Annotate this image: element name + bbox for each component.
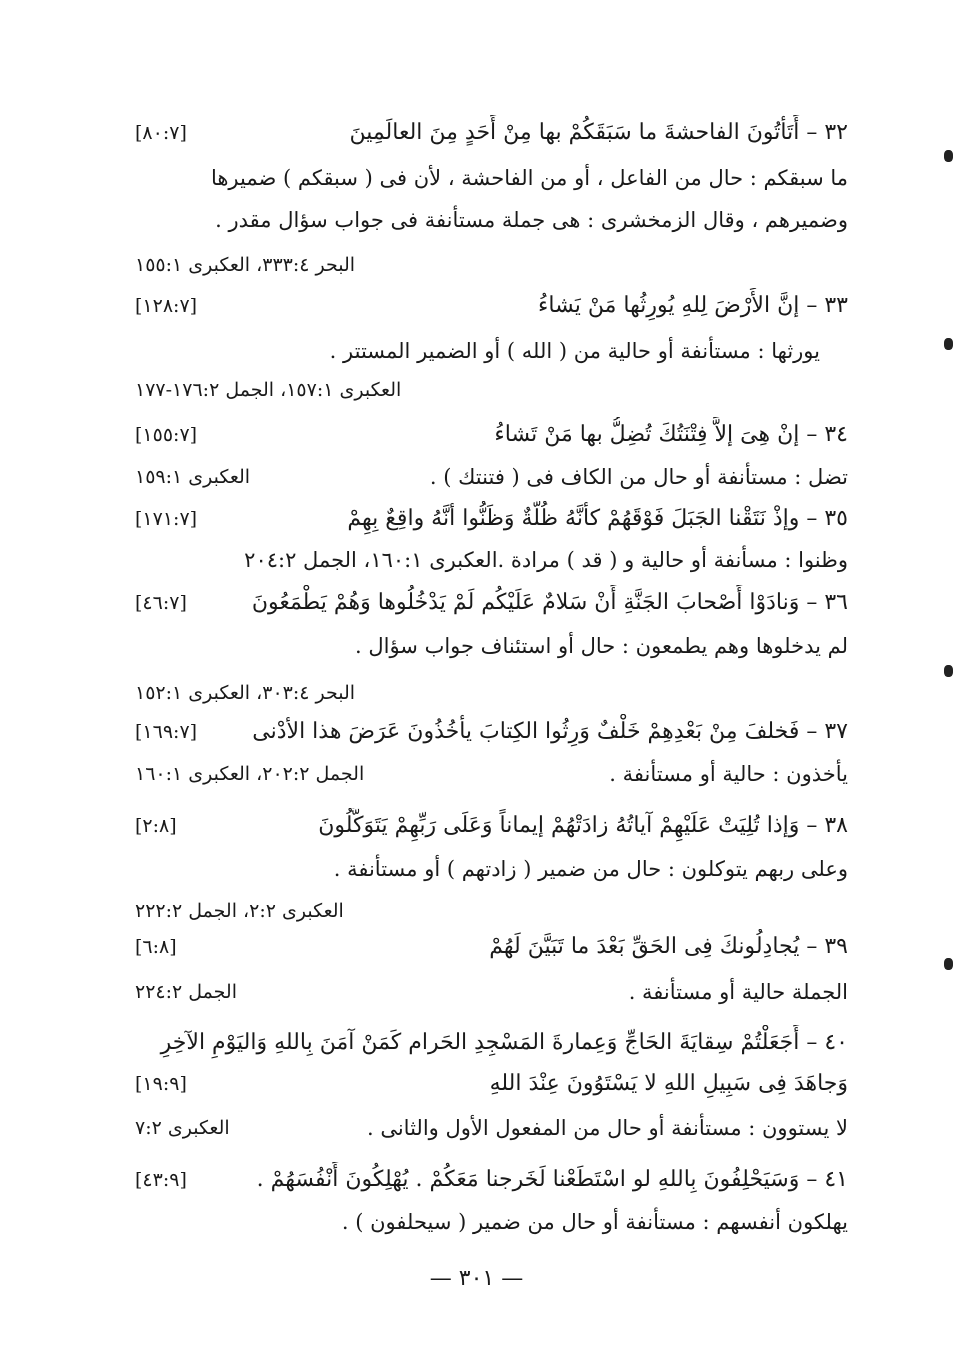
verse-reference: [١٢٨:٧]	[135, 295, 198, 317]
entry-36-verse-line: ٣٦ – وَنادَوْا أَصْحابَ الجَنَّةِ أَنْ سَلامٌ عَلَيْكُم لَمْ يَدْخُلُوها وَهُمْ يَطْمَعُونَ [٤٦:٧]	[135, 585, 848, 621]
source-line: البحر ٣٣٣:٤، العكبرى ١٥٥:١	[135, 254, 356, 276]
scan-margin-mark	[944, 665, 953, 677]
comment-line: لا يستوون : مستأنفة أو حال من المفعول الأول والثانى . العكبرى ٧:٢	[135, 1116, 848, 1140]
scan-margin-mark	[944, 150, 953, 162]
source-line: العكبرى ٢:٢، الجمل ٢٢٢:٢	[135, 900, 344, 922]
comment-line: وظنوا : مسأنفة أو حالية و ( قد ) مرادة .العكبرى ١٦٠:١، الجمل ٢٠٤:٢	[244, 548, 848, 572]
entry-35-verse-line: ٣٥ – وإذْ نَتَقْنا الجَبَلَ فَوْقَهُمْ كأنَّهُ ظُلَّةٌ وَظَنُّوا أنَّهُ واقِعٌ بِهِمْ [١٧١:٧]	[135, 501, 848, 537]
entry-32-verse-line: ٣٢ – أَتَأْتُونَ الفاحشةَ ما سَبَقَكُمْ بها مِنْ أَحَدٍ مِنَ العالَمِينَ [٨٠:٧]	[135, 115, 848, 151]
comment-line: الجملة حالية أو مستأنفة . الجمل ٢٢٤:٢	[135, 980, 848, 1004]
scan-margin-mark	[944, 958, 953, 970]
verse-reference: [٢:٨]	[135, 815, 177, 837]
entry-40-verse-line-2: وَجاهَدَ فِى سَبِيلِ اللهِ لا يَسْتَوُونَ عِنْدَ اللهِ [١٩:٩]	[135, 1066, 848, 1102]
comment-line: وعلى ربهم يتوكلون : حال من ضمير ( زادتهم ) أو مستأنفة .	[333, 857, 848, 881]
verse-reference: [٨٠:٧]	[135, 122, 187, 144]
comment-line: تضل : مستأنفة أو حال من الكاف فى ( فتنتك ) . العكبرى ١٥٩:١	[135, 465, 848, 489]
verse-reference: [٤٣:٩]	[135, 1169, 187, 1191]
verse-reference: [١٩:٩]	[135, 1073, 187, 1095]
comment-line: يورثها : مستأنفة أو حالية من ( الله ) أو الضمير المستتر .	[329, 339, 820, 363]
entry-38-verse-line: ٣٨ – وَإذا تُلِيَتْ عَلَيْهِمْ آياتُهُ زادَتْهُمْ إيماناً وَعَلَى رَبِّهِمْ يَتَوَكَّلُونَ [٢:٨]	[135, 808, 848, 844]
entry-34-verse-line: ٣٤ – إنْ هِىَ إلاَّ فِتْنَتُكَ تُضِلُّ بها مَنْ تَشاءُ [١٥٥:٧]	[135, 417, 848, 453]
scan-margin-mark	[944, 338, 953, 350]
entry-37-verse-line: ٣٧ – فَخلفَ مِنْ بَعْدِهِمْ خَلْفٌ وَرِثُوا الكِتابَ يأْخُذُونَ عَرَضَ هذا الأدْنى [١٦٩:٧]	[135, 714, 848, 750]
comment-line: يأخذون : حالية أو مستأنفة . الجمل ٢٠٢:٢، العكبرى ١٦٠:١	[135, 762, 848, 786]
comment-line: وضميرهم ، وقال الزمخشرى : هى جملة مستأنفة فى جواب سؤال مقدر .	[215, 208, 848, 232]
source-line: البحر ٣٠٣:٤، العكبرى ١٥٢:١	[135, 682, 356, 704]
comment-line: لم يدخلوها وهم يطمعون : حال أو استئناف جواب سؤال .	[355, 634, 848, 658]
entry-41-verse-line: ٤١ – وَسَيَحْلِفُونَ بِاللهِ لو اسْتَطَعْنا لَخَرجنا مَعَكُمْ . يُهْلِكُونَ أَنْفُسَهُمْ . [٤٣:٩]	[135, 1162, 848, 1198]
comment-line: ما سبقكم : حال من الفاعل ، أو من الفاحشة ، لأن فى ( سبقكم ) ضميرها	[210, 166, 848, 190]
verse-reference: [١٦٩:٧]	[135, 721, 198, 743]
entry-39-verse-line: ٣٩ – يُجادِلُونكَ فِى الحَقِّ بَعْدَ ما تَبَيَّنَ لَهُمْ [٦:٨]	[135, 929, 848, 965]
page-number: — ٣٠١ —	[429, 1266, 524, 1291]
verse-reference: [٤٦:٧]	[135, 592, 187, 614]
entry-40-verse-line: ٤٠ – أَجَعَلْتُمْ سِقايَةَ الحَاجِّ وَعِمارةَ المَسْجِدِ الحَرام كَمَنْ آمَنَ بِاللهِ وَاليَوْمِ الآخِرِ	[160, 1030, 848, 1055]
verse-reference: [١٧١:٧]	[135, 508, 198, 530]
entry-33-verse-line: ٣٣ – إنَّ الأَرْضَ لِلهِ يُورِثُها مَنْ يَشاءُ [١٢٨:٧]	[135, 288, 848, 324]
verse-reference: [٦:٨]	[135, 936, 177, 958]
verse-reference: [١٥٥:٧]	[135, 424, 198, 446]
source-line: العكبرى ١٥٧:١، الجمل ١٧٦:٢-١٧٧	[135, 379, 402, 401]
comment-line: يهلكون أنفسهم : مستأنفة أو حال من ضمير ( سيحلفون ) .	[341, 1210, 848, 1234]
